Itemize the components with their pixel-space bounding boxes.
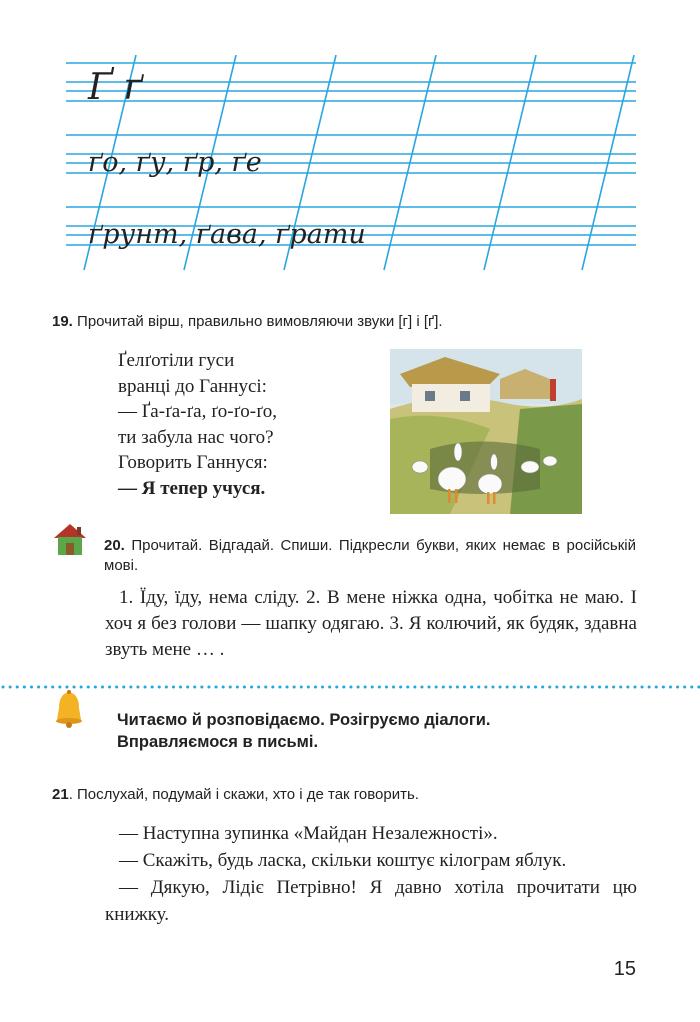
poem <box>118 348 277 501</box>
exercise-text: . Послухай, подумай і скажи, хто і де так говорить. <box>68 786 419 803</box>
riddles-text: 1. Їду, їду, нема сліду. 2. В мене ніжка одна, чобітка не маю. І хоч я без голови — шапку одягаю. 3. Я колючий, як будяк, здавна звуть мене … . <box>105 587 637 660</box>
poem-line: — Я тепер учуся. <box>118 477 266 499</box>
exercise-21-instruction <box>52 785 419 805</box>
handwriting-line-3: ґрунт, ґава, ґрати <box>88 219 366 250</box>
exercise-number: 20. <box>104 537 125 554</box>
page-number: 15 <box>613 958 636 980</box>
dialog-text <box>105 820 637 928</box>
exercise-number: 19. <box>52 313 73 330</box>
handwriting-line-1: Ґ ґ <box>88 67 143 108</box>
bell-icon <box>50 688 88 730</box>
dialog-line: — Дякую, Лідіє Петрівно! Я давно хотіла прочитати цю книжку. <box>105 877 637 925</box>
poem-line: Говорить Ганнуся: <box>118 452 268 473</box>
exercise-number: 21 <box>52 786 69 803</box>
poem-line: — Ґа-ґа-ґа, ґо-ґо-ґо, <box>118 401 278 422</box>
handwriting-practice <box>66 55 636 275</box>
section-header <box>117 709 491 753</box>
dotted-separator <box>0 684 700 690</box>
section-header-line: Читаємо й розповідаємо. Розігруємо діалоги. <box>117 711 491 729</box>
handwriting-line-2: ґо, ґу, ґр, ґе <box>88 147 262 178</box>
exercise-19-instruction <box>52 312 443 332</box>
exercise-20-instruction <box>104 536 636 576</box>
section-header-line: Вправляємося в письмі. <box>117 733 319 751</box>
dialog-line: — Наступна зупинка «Майдан Незалежності». <box>119 823 498 844</box>
exercise-text: Прочитай вірш, правильно вимовляючи звуки [г] і [ґ]. <box>77 313 443 330</box>
poem-line: вранці до Ганнусі: <box>118 375 267 397</box>
exercise-text: Прочитай. Відгадай. Спиши. Підкресли букви, яких немає в російській мові. <box>104 537 636 574</box>
dialog-line: — Скажіть, будь ласка, скільки коштує кілограм яблук. <box>119 850 567 871</box>
house-icon <box>50 521 90 557</box>
poem-line: ти забула нас чого? <box>118 426 274 448</box>
village-geese-painting <box>390 349 582 514</box>
poem-line: Ґелґотіли гуси <box>118 350 235 371</box>
